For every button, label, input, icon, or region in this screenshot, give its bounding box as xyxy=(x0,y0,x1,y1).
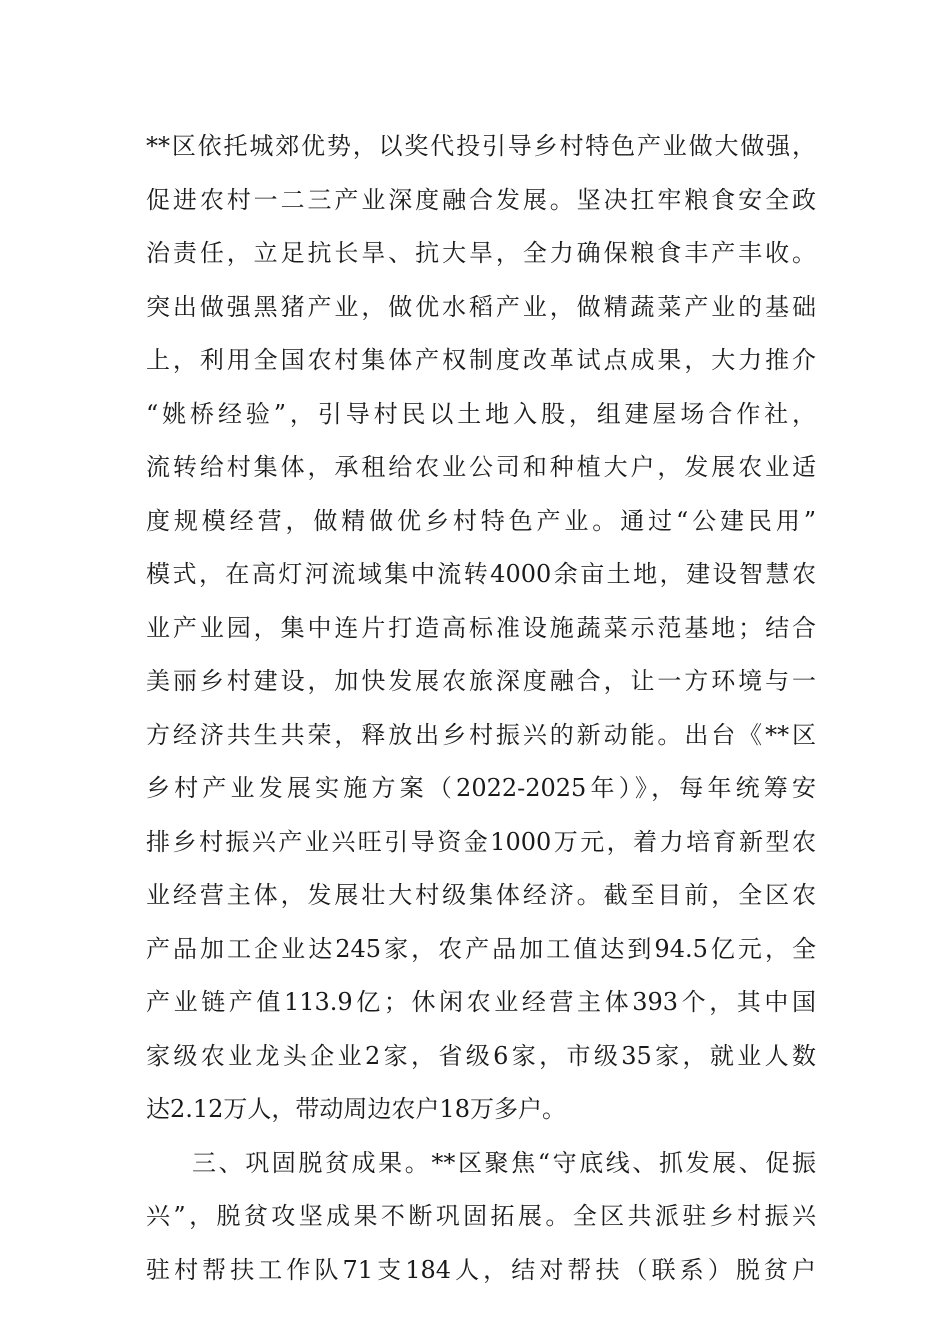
text-line: 模式，在高灯河流域集中流转4000余亩土地，建设智慧农 xyxy=(146,560,816,588)
text-line: 度规模经营，做精做优乡村特色产业。通过“公建民用” xyxy=(146,506,816,535)
text-line: “姚桥经验”，引导村民以土地入股，组建屋场合作社， xyxy=(146,399,816,428)
text-line: 业经营主体，发展壮大村级集体经济。截至目前，全区农 xyxy=(146,881,816,909)
paragraph-end-line: 达2.12万人，带动周边农户18万多户。 xyxy=(146,1095,566,1123)
text-line: 方经济共生共荣，释放出乡村振兴的新动能。出台《**区 xyxy=(146,720,816,749)
text-line: 上，利用全国农村集体产权制度改革试点成果，大力推介 xyxy=(146,346,816,374)
text-line: 流转给村集体，承租给农业公司和种植大户，发展农业适 xyxy=(146,453,816,481)
text-line: 美丽乡村建设，加快发展农旅深度融合，让一方环境与一 xyxy=(146,667,816,695)
text-line: 乡村产业发展实施方案（2022-2025年）》，每年统筹安 xyxy=(146,774,816,802)
text-line: 兴”，脱贫攻坚成果不断巩固拓展。全区共派驻乡村振兴 xyxy=(146,1202,816,1230)
text-line: 促进农村一二三产业深度融合发展。坚决扛牢粮食安全政 xyxy=(146,185,816,214)
text-line: 治责任，立足抗长旱、抗大旱，全力确保粮食丰产丰收。 xyxy=(146,239,816,267)
text-line: **区依托城郊优势，以奖代投引导乡村特色产业做大做强， xyxy=(146,132,816,160)
text-line: 业产业园，集中连片打造高标准设施蔬菜示范基地；结合 xyxy=(146,613,816,642)
text-line: 驻村帮扶工作队71支184人，结对帮扶（联系）脱贫户 xyxy=(146,1255,816,1284)
body-text xyxy=(146,127,816,1304)
text-line: 家级农业龙头企业2家，省级6家，市级35家，就业人数 xyxy=(146,1041,816,1070)
text-line: 产品加工企业达245家，农产品加工值达到94.5亿元，全 xyxy=(146,934,816,963)
text-line: 产业链产值113.9亿；休闲农业经营主体393个，其中国 xyxy=(146,988,816,1016)
section-heading-line: 三、巩固脱贫成果。**区聚焦“守底线、抓发展、促振 xyxy=(192,1148,816,1177)
text-line: 突出做强黑猪产业，做优水稻产业，做精蔬菜产业的基础 xyxy=(146,292,816,321)
text-line: 排乡村振兴产业兴旺引导资金1000万元，着力培育新型农 xyxy=(146,827,816,856)
